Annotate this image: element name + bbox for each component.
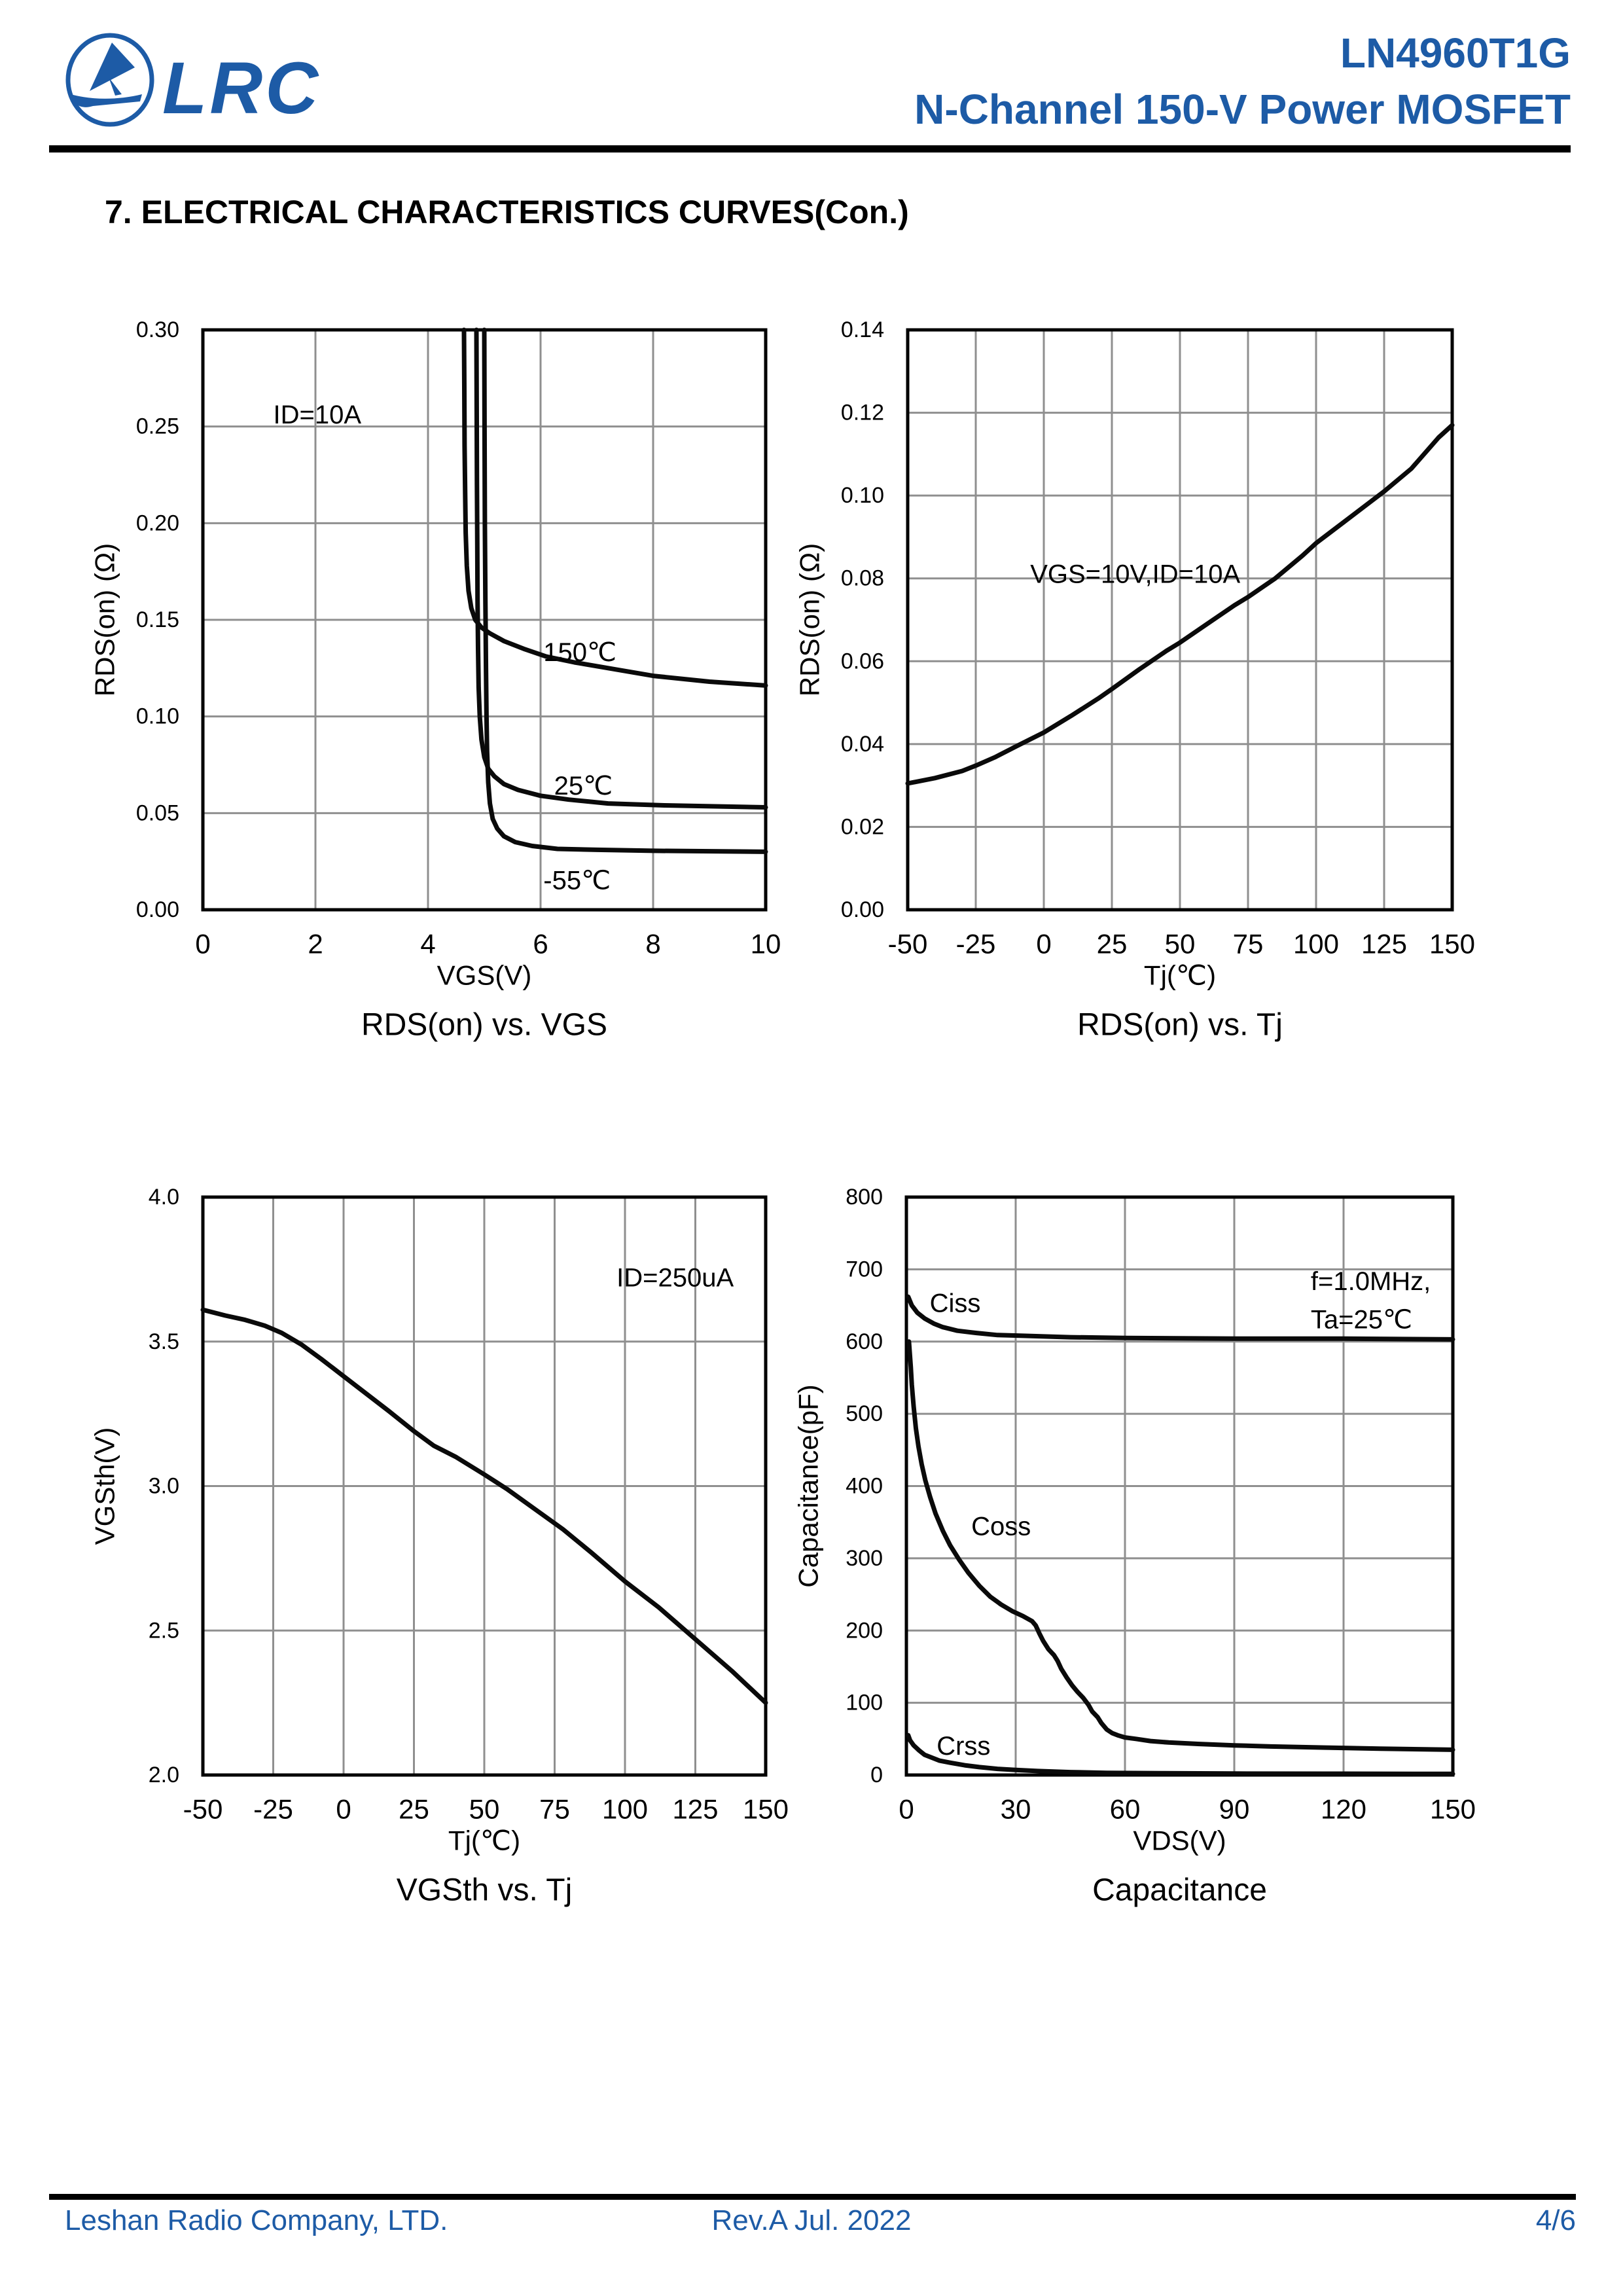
- footer-page-number: 4/6: [1535, 2204, 1576, 2236]
- svg-text:0: 0: [870, 1763, 883, 1787]
- curve-label: Crss: [936, 1731, 991, 1761]
- x-axis-label: VDS(V): [1133, 1825, 1226, 1856]
- document-subtitle: N-Channel 150-V Power MOSFET: [914, 86, 1571, 133]
- svg-text:0.04: 0.04: [840, 731, 884, 757]
- svg-text:0: 0: [336, 1793, 351, 1825]
- svg-text:0.08: 0.08: [840, 565, 884, 591]
- y-tick-labels: [136, 317, 179, 922]
- logo-text: LRC: [162, 47, 321, 129]
- svg-text:0.00: 0.00: [135, 897, 179, 922]
- annotation: f=1.0MHz,: [1310, 1267, 1431, 1297]
- svg-text:0: 0: [899, 1793, 914, 1825]
- annotation: Ta=25℃: [1310, 1305, 1412, 1335]
- svg-text:25: 25: [1096, 928, 1128, 960]
- curve--55℃: [484, 330, 766, 852]
- svg-text:2: 2: [308, 928, 323, 960]
- curve-25℃: [476, 330, 766, 808]
- svg-text:-25: -25: [253, 1793, 293, 1825]
- svg-text:0: 0: [195, 928, 211, 960]
- svg-text:0.10: 0.10: [840, 483, 884, 509]
- chart-vgsth-vs-tj: [65, 1139, 812, 1957]
- chart-title: RDS(on) vs. VGS: [361, 1007, 608, 1043]
- svg-text:4.0: 4.0: [148, 1185, 179, 1210]
- curve-Coss: [909, 1342, 1453, 1750]
- curve-label: 150℃: [543, 638, 616, 668]
- svg-text:100: 100: [601, 1793, 649, 1825]
- gridlines: [908, 330, 1452, 910]
- svg-text:125: 125: [1361, 928, 1408, 960]
- svg-text:10: 10: [750, 928, 781, 960]
- svg-text:0.25: 0.25: [135, 414, 179, 439]
- svg-text:700: 700: [846, 1257, 883, 1282]
- curve-label: Coss: [971, 1512, 1031, 1541]
- y-tick-labels: [846, 1185, 883, 1787]
- svg-text:90: 90: [1219, 1793, 1250, 1825]
- svg-text:300: 300: [846, 1545, 883, 1571]
- svg-text:125: 125: [672, 1793, 719, 1825]
- x-axis-label: VGS(V): [437, 960, 532, 991]
- x-tick-labels: [183, 1794, 789, 1825]
- svg-text:100: 100: [1293, 928, 1340, 960]
- x-tick-labels: [899, 1794, 1476, 1825]
- svg-text:150: 150: [1429, 928, 1476, 960]
- svg-text:-50: -50: [183, 1793, 223, 1825]
- svg-text:0.02: 0.02: [840, 814, 884, 840]
- y-axis-label: RDS(on) (Ω): [794, 543, 825, 697]
- x-axis-label: Tj(℃): [448, 1825, 521, 1856]
- svg-text:4: 4: [420, 928, 436, 960]
- svg-text:100: 100: [846, 1690, 883, 1715]
- svg-text:0.12: 0.12: [840, 400, 884, 425]
- x-tick-labels: [888, 929, 1475, 960]
- y-axis-label: Capacitance(pF): [793, 1384, 824, 1588]
- curve-150℃: [464, 330, 766, 685]
- svg-text:-50: -50: [887, 928, 928, 960]
- lrc-logo: [52, 26, 347, 164]
- svg-text:150: 150: [742, 1793, 789, 1825]
- svg-text:3.0: 3.0: [148, 1473, 179, 1499]
- x-tick-labels: [195, 929, 781, 960]
- svg-text:30: 30: [1000, 1793, 1031, 1825]
- svg-text:75: 75: [1232, 928, 1264, 960]
- svg-text:2.5: 2.5: [148, 1618, 179, 1643]
- svg-text:0.06: 0.06: [840, 649, 884, 674]
- svg-text:25: 25: [399, 1793, 429, 1825]
- chart-rds-on-vs-vgs: [65, 288, 812, 1083]
- y-tick-labels: [149, 1185, 179, 1787]
- logo-hull-icon: [71, 94, 142, 107]
- curve-label: 25℃: [554, 771, 613, 800]
- chart-title: Capacitance: [1092, 1873, 1267, 1908]
- svg-text:0.15: 0.15: [135, 607, 179, 632]
- header-divider: [49, 145, 1571, 152]
- svg-text:60: 60: [1109, 1793, 1141, 1825]
- svg-text:400: 400: [846, 1473, 883, 1499]
- footer-revision: Rev.A Jul. 2022: [711, 2204, 912, 2236]
- svg-text:0.00: 0.00: [840, 897, 884, 922]
- svg-text:0.14: 0.14: [840, 317, 884, 342]
- svg-text:-25: -25: [955, 928, 996, 960]
- chart-title: VGSth vs. Tj: [396, 1873, 573, 1908]
- annotation: ID=10A: [273, 400, 362, 429]
- section-title: 7. ELECTRICAL CHARACTERISTICS CURVES(Con.): [105, 194, 909, 230]
- svg-text:50: 50: [469, 1793, 500, 1825]
- svg-text:150: 150: [1429, 1793, 1476, 1825]
- annotation: VGS=10V,ID=10A: [1030, 560, 1241, 589]
- curve-label: -55℃: [543, 866, 611, 895]
- y-axis-label: VGSth(V): [89, 1427, 120, 1545]
- svg-text:8: 8: [645, 928, 661, 960]
- svg-text:6: 6: [533, 928, 548, 960]
- part-number: LN4960T1G: [1340, 29, 1571, 77]
- svg-text:50: 50: [1164, 928, 1196, 960]
- svg-text:200: 200: [846, 1618, 883, 1643]
- svg-text:0.20: 0.20: [135, 511, 179, 536]
- chart-title: RDS(on) vs. Tj: [1077, 1007, 1283, 1043]
- y-tick-labels: [841, 317, 884, 922]
- y-axis-label: RDS(on) (Ω): [89, 543, 120, 697]
- svg-text:600: 600: [846, 1329, 883, 1354]
- svg-text:500: 500: [846, 1401, 883, 1427]
- svg-text:0.05: 0.05: [135, 800, 179, 826]
- document-title-block: [654, 25, 1571, 137]
- svg-text:3.5: 3.5: [148, 1329, 179, 1354]
- footer-company: Leshan Radio Company, LTD.: [65, 2204, 448, 2236]
- footer-divider: [49, 2194, 1576, 2200]
- svg-text:75: 75: [539, 1793, 570, 1825]
- chart-rds-on-vs-tj: [779, 288, 1558, 1083]
- svg-text:800: 800: [846, 1185, 883, 1210]
- svg-text:0: 0: [1036, 928, 1052, 960]
- svg-text:120: 120: [1320, 1793, 1367, 1825]
- curve-label: Ciss: [929, 1289, 981, 1318]
- svg-text:0.30: 0.30: [135, 317, 179, 342]
- logo-mast-icon: [109, 77, 122, 96]
- annotation: ID=250uA: [616, 1263, 734, 1293]
- chart-capacitance: [779, 1139, 1558, 1957]
- svg-text:2.0: 2.0: [148, 1763, 179, 1787]
- x-axis-label: Tj(℃): [1143, 960, 1217, 991]
- svg-text:0.10: 0.10: [135, 704, 179, 729]
